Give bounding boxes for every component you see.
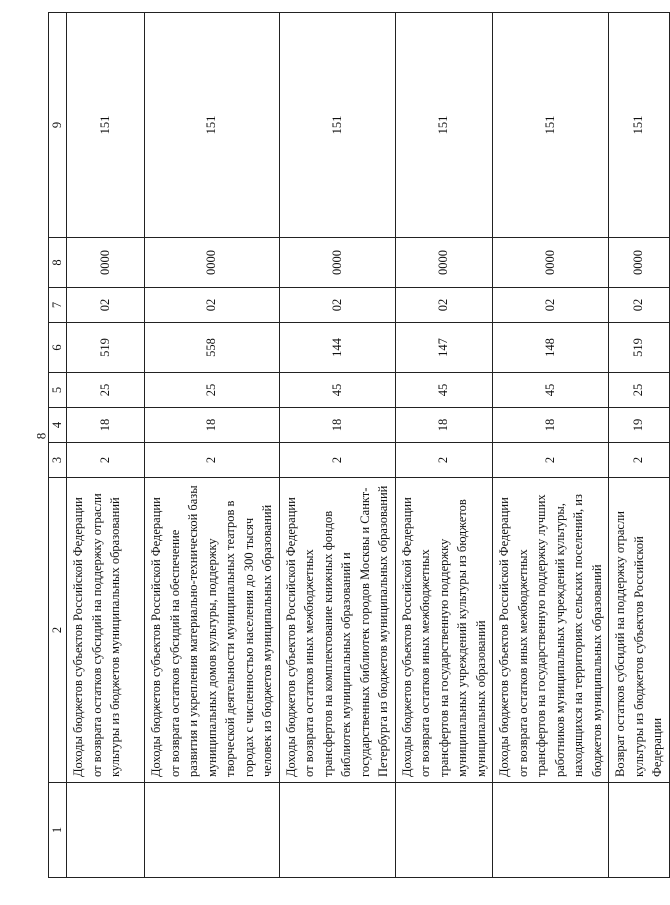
cell-col1 [67,783,145,878]
col-header-6: 6 [49,323,67,373]
cell-code-8: 0000 [279,238,395,288]
header-row [49,13,67,878]
page-number: 8 [33,432,49,440]
cell-code-7: 02 [609,288,670,323]
cell-code-4: 18 [395,408,493,443]
cell-code-7: 02 [395,288,493,323]
cell-code-6: 147 [395,323,493,373]
cell-code-9: 151 [493,13,609,238]
cell-code-5: 25 [609,373,670,408]
col-header-9: 9 [49,13,67,238]
cell-code-9: 151 [279,13,395,238]
cell-code-4: 18 [279,408,395,443]
cell-code-5: 25 [145,373,280,408]
cell-code-3: 2 [493,443,609,478]
cell-code-7: 02 [67,288,145,323]
table-row [609,13,670,878]
cell-code-4: 18 [145,408,280,443]
cell-code-4: 18 [493,408,609,443]
table-row [493,13,609,878]
col-header-4: 4 [49,408,67,443]
cell-code-5: 45 [279,373,395,408]
col-header-1: 1 [49,783,67,878]
cell-code-7: 02 [145,288,280,323]
cell-col1 [493,783,609,878]
cell-description: Доходы бюджетов субъектов Российской Федерации от возврата остатков иных межбюджетных трансфертов на государственную поддержку лучших работников муниципальных учреждений культуры, находящихся на территориях сельских поселений, из бюджетов муниципальных образований [493,478,609,783]
cell-col1 [279,783,395,878]
cell-code-3: 2 [609,443,670,478]
cell-description: Доходы бюджетов субъектов Российской Федерации от возврата остатков субсидий на обеспечение развития и укрепления материально-технической базы муниципальных домов культуры, поддержку творческой деятельности муниципальных театров в городах с численностью населения до 300 тысяч человек из бюджетов муниципальных образований [145,478,280,783]
col-header-8: 8 [49,238,67,288]
cell-code-5: 25 [67,373,145,408]
table-row [67,13,145,878]
cell-code-5: 45 [395,373,493,408]
cell-description: Доходы бюджетов субъектов Российской Федерации от возврата остатков иных межбюджетных трансфертов на комплектование книжных фондов библиотек муниципальных образований и государственных библиотек городов Москвы и Санкт-Петербурга из бюджетов муниципальных образований [279,478,395,783]
cell-code-4: 18 [67,408,145,443]
cell-code-7: 02 [493,288,609,323]
cell-description: Доходы бюджетов субъектов Российской Федерации от возврата остатков субсидий на поддержку отрасли культуры из бюджетов муниципальных образований [67,478,145,783]
cell-code-3: 2 [67,443,145,478]
cell-col1 [609,783,670,878]
cell-code-6: 144 [279,323,395,373]
rotated-table-container [48,13,664,878]
cell-description: Доходы бюджетов субъектов Российской Федерации от возврата остатков иных межбюджетных трансфертов на государственную поддержку муниципальных учреждений культуры из бюджетов муниципальных образований [395,478,493,783]
cell-code-6: 558 [145,323,280,373]
cell-code-3: 2 [145,443,280,478]
table-row [145,13,280,878]
cell-code-4: 19 [609,408,670,443]
table-row [395,13,493,878]
cell-code-8: 0000 [493,238,609,288]
col-header-7: 7 [49,288,67,323]
cell-code-6: 519 [609,323,670,373]
budget-codes-table [48,12,670,878]
cell-code-9: 151 [145,13,280,238]
table-row [279,13,395,878]
cell-col1 [395,783,493,878]
col-header-3: 3 [49,443,67,478]
cell-col1 [145,783,280,878]
cell-code-3: 2 [395,443,493,478]
cell-code-3: 2 [279,443,395,478]
cell-code-6: 519 [67,323,145,373]
col-header-2: 2 [49,478,67,783]
cell-description: Возврат остатков субсидий на поддержку отрасли культуры из бюджетов субъектов Российской Федерации [609,478,670,783]
cell-code-9: 151 [609,13,670,238]
cell-code-8: 0000 [67,238,145,288]
cell-code-9: 151 [395,13,493,238]
cell-code-9: 151 [67,13,145,238]
col-header-5: 5 [49,373,67,408]
cell-code-5: 45 [493,373,609,408]
cell-code-8: 0000 [145,238,280,288]
cell-code-7: 02 [279,288,395,323]
cell-code-8: 0000 [395,238,493,288]
cell-code-8: 0000 [609,238,670,288]
cell-code-6: 148 [493,323,609,373]
